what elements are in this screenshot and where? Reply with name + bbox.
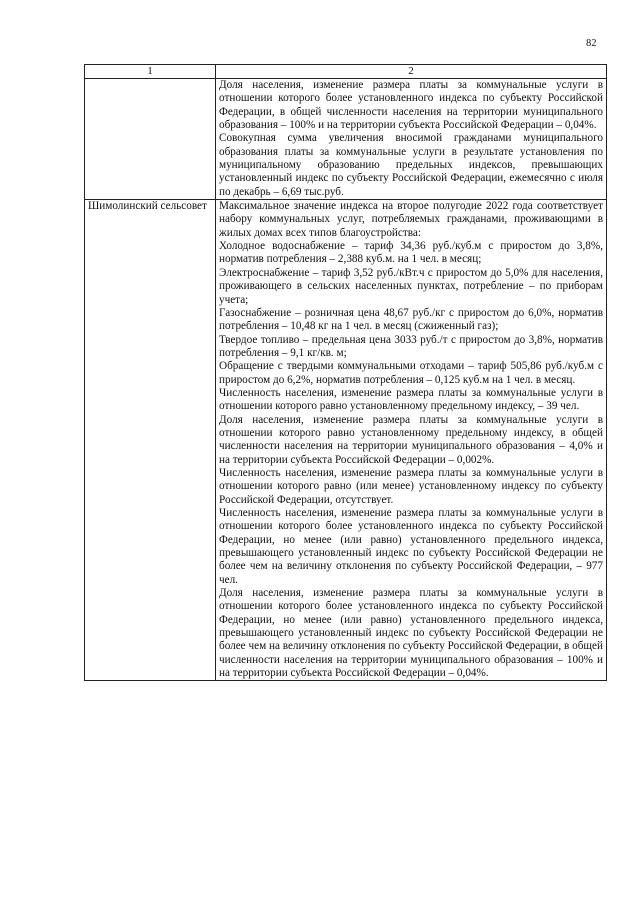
paragraph: Обращение с твердыми коммунальными отходами – тариф 505,86 руб./куб.м с приростом до 6,2%, норматив потребления – 0,125 куб.м на 1 чел. в месяц. (219, 360, 603, 386)
paragraph: Численность населения, изменение размера платы за коммунальные услуги в отношении которого равно (или менее) установленному индексу по субъекту Российской Федерации, отсутствует. (219, 466, 603, 506)
row-content (216, 79, 607, 200)
municipality-name: Шимолинский сельсовет (85, 200, 216, 681)
paragraph: Доля населения, изменение размера платы за коммунальные услуги в отношении которого равно установленному предельному индексу, в общей численности населения на территории муниципального образования – 4,0% и на территории субъекта Российской Федерации – 0,002%. (219, 413, 603, 466)
page-number: 82 (586, 38, 597, 49)
table-row (85, 200, 607, 681)
document-table (84, 64, 607, 681)
paragraph: Электроснабжение – тариф 3,52 руб./кВт.ч с приростом до 5,0% для населения, проживающего в сельских населенных пунктах, потребление – по приборам учета; (219, 266, 603, 306)
paragraph: Холодное водоснабжение – тариф 34,36 руб./куб.м с приростом до 3,8%, норматив потребления – 2,388 куб.м. на 1 чел. в месяц; (219, 240, 603, 266)
paragraph: Численность населения, изменение размера платы за коммунальные услуги в отношении которого равно установленному предельному индексу, – 39 чел. (219, 386, 603, 413)
paragraph: Совокупная сумма увеличения вносимой гражданами муниципального образования платы за коммунальные услуги в результате установления по муниципальному образованию предельных индексов, превышающих установленный индекс по субъекту Российской Федерации, ежемесячно с июля по декабрь – 6,69 тыс.руб. (219, 132, 603, 198)
column-header-1: 1 (85, 65, 216, 79)
paragraph: Максимальное значение индекса на второе полугодие 2022 года соответствует набору коммунальных услуг, потребляемых гражданами, проживающими в жилых домах всех типов благоустройства: (219, 200, 603, 239)
paragraph: Доля населения, изменение размера платы за коммунальные услуги в отношении которого более установленного индекса по субъекту Российской Федерации, в общей численности населения на территории муниципального образования – 100% и на территории субъекта Российской Федерации – 0,04%. (219, 79, 603, 132)
municipality-name (85, 79, 216, 200)
paragraph: Доля населения, изменение размера платы за коммунальные услуги в отношении которого более установленного индекса по субъекту Российской Федерации, но менее (или равно) установленного предельного индекса, превышающего установленный индекс по субъекту Российской Федерации не более чем на величину отклонения по субъекту Российской Федерации, в общей численности населения на территории муниципального образования – 100% и на территории субъекта Российской Федерации – 0,04%. (219, 587, 603, 680)
table-header-row (85, 65, 607, 79)
row-content (216, 200, 607, 681)
column-header-2: 2 (216, 65, 607, 79)
table-row (85, 79, 607, 200)
paragraph: Газоснабжение – розничная цена 48,67 руб./кг с приростом до 6,0%, норматив потребления – 10,48 кг на 1 чел. в месяц (сжиженный газ); (219, 306, 603, 333)
paragraph: Численность населения, изменение размера платы за коммунальные услуги в отношении которого более установленного индекса по субъекту Российской Федерации, но менее (или равно) установленного предельного индекса, превышающего установленный индекс по субъекту Российской Федерации не более чем на величину отклонения по субъекту Российской Федерации, – 977 чел. (219, 507, 603, 586)
paragraph: Твердое топливо – предельная цена 3033 руб./т с приростом до 3,8%, норматив потребления – 9,1 кг/кв. м; (219, 333, 603, 359)
